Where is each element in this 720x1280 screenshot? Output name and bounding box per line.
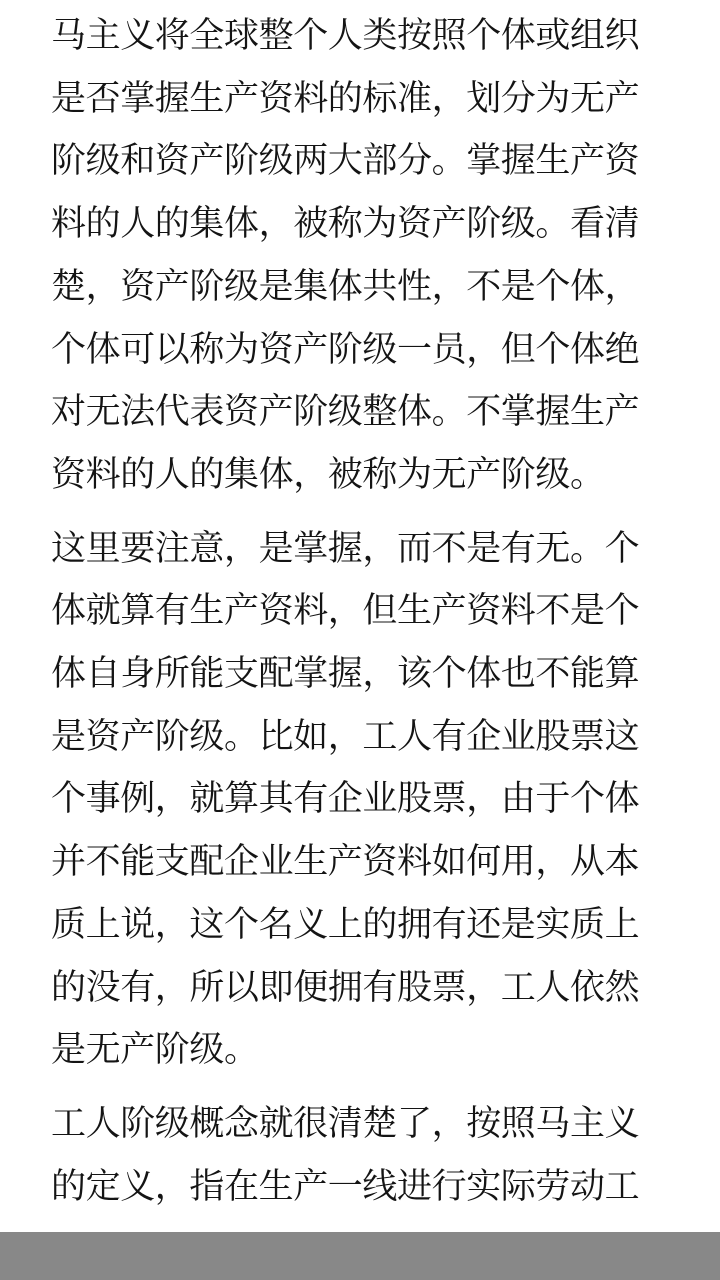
article-paragraph: 马主义将全球整个人类按照个体或组织是否掌握生产资料的标准，划分为无产阶级和资产阶级两大部分。掌握生产资料的人的集体，被称为资产阶级。看清楚，资产阶级是集体共性，不是个体，个体可以称为资产阶级一员，但个体绝对无法代表资产阶级整体。不掌握生产资料的人的集体，被称为无产阶级。	[51, 16, 640, 495]
article-paragraph: 这里要注意，是掌握，而不是有无。个体就算有生产资料，但生产资料不是个体自身所能支配掌握，该个体也不能算是资产阶级。比如，工人有企业股票这个事例，就算其有企业股票，由于个体并不能支配企业生产资料如何用，从本质上说，这个名义上的拥有还是实质上的没有，所以即便拥有股票，工人依然是无产阶级。	[51, 528, 640, 1071]
article-content	[51, 5, 669, 1229]
article-paragraph: 工人阶级概念就很清楚了，按照马主义的定义，指在生产一线进行实际劳动工	[51, 1103, 640, 1207]
bottom-bar	[0, 1232, 720, 1280]
